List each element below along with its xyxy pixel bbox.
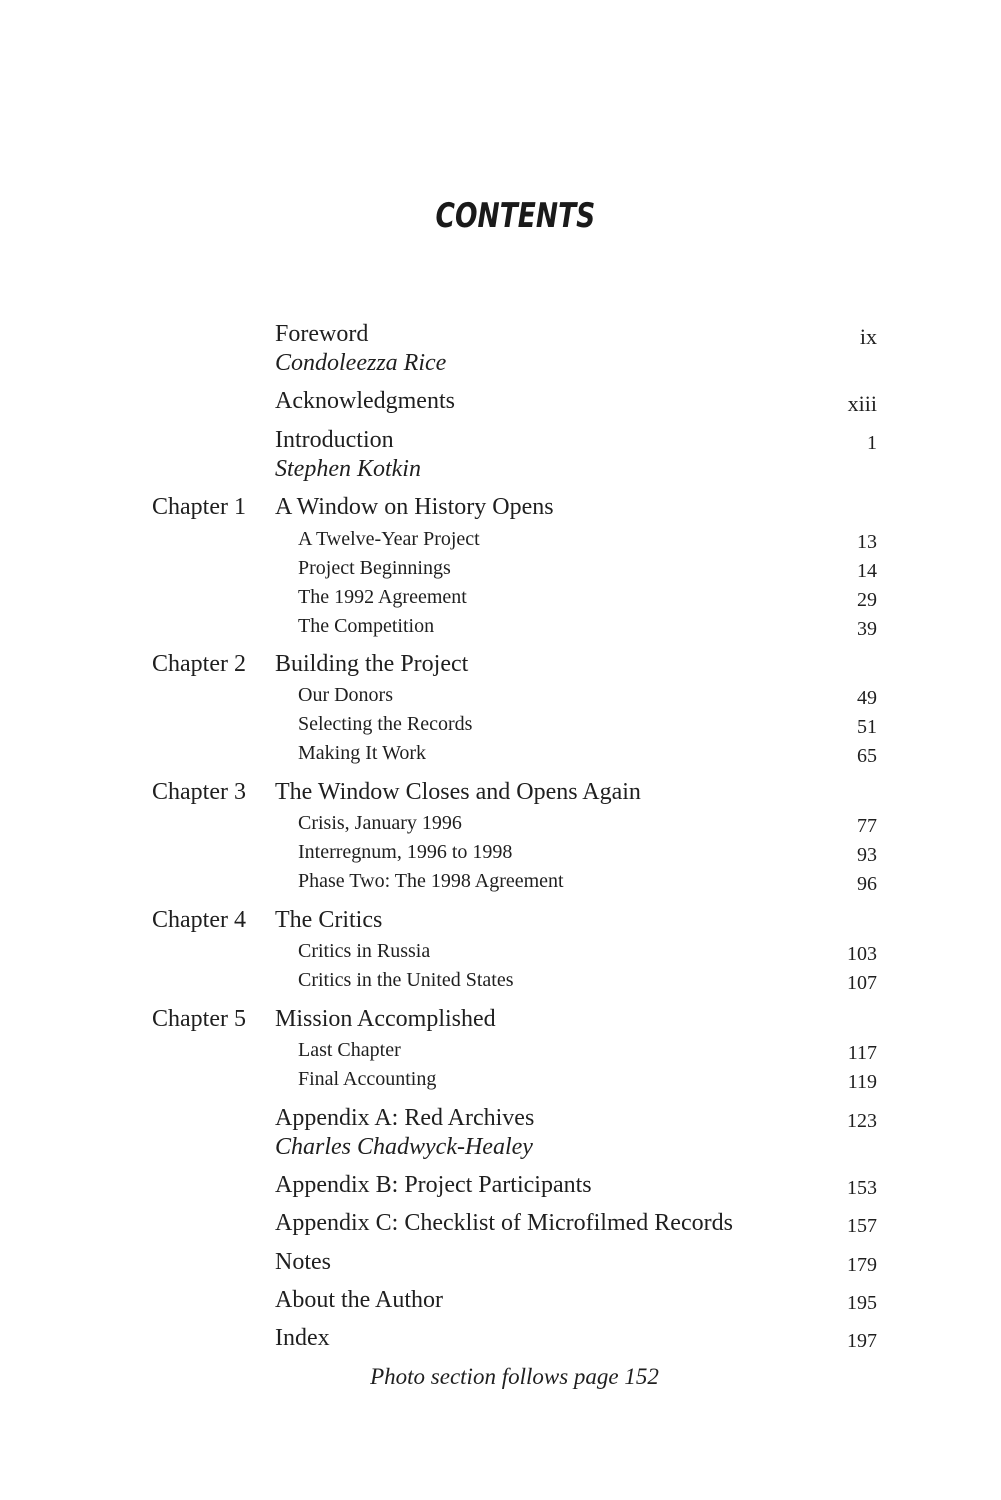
toc-page-number: xiii [847,391,877,416]
section-label: Our Donors [298,684,393,706]
chapter-number-label: Chapter 3 [152,779,246,805]
section-label: Critics in the United States [298,969,514,991]
toc-chapter-5[interactable] [0,1006,1001,1036]
section-label: A Twelve-Year Project [298,528,480,550]
toc-page-number: 49 [857,687,877,709]
toc-entry-label: Notes [275,1249,331,1275]
toc-entry-index[interactable] [0,1325,1001,1355]
toc-page-number: 119 [847,1071,877,1093]
section-label: Final Accounting [298,1068,437,1090]
toc-entry-appendix-a[interactable] [0,1105,1001,1135]
toc-entry-foreword[interactable] [0,321,1001,351]
chapter-number-label: Chapter 5 [152,1006,246,1032]
toc-entry-label: Appendix C: Checklist of Microfilmed Records [275,1210,733,1236]
toc-section[interactable] [0,615,1001,645]
toc-entry-author [0,1134,1001,1164]
section-label: Selecting the Records [298,713,473,735]
toc-page-number: 1 [867,432,877,454]
toc-section[interactable] [0,713,1001,743]
toc-page-number: 39 [857,618,877,640]
toc-entry-label: Index [275,1325,330,1351]
chapter-number-label: Chapter 2 [152,651,246,677]
toc-chapter-1[interactable] [0,494,1001,524]
chapter-number-label: Chapter 4 [152,907,246,933]
section-label: Phase Two: The 1998 Agreement [298,870,564,892]
toc-entry-about-the-author[interactable] [0,1287,1001,1317]
toc-entry-notes[interactable] [0,1249,1001,1279]
toc-section[interactable] [0,940,1001,970]
toc-entry-author [0,350,1001,380]
toc-page-number: 123 [847,1110,877,1132]
toc-section[interactable] [0,586,1001,616]
toc-page-number: ix [859,324,877,349]
chapter-title: A Window on History Opens [275,494,554,520]
toc-author-name: Stephen Kotkin [275,456,421,482]
toc-entry-author [0,456,1001,486]
toc-page-number: 14 [857,560,877,582]
toc-entry-acknowledgments[interactable] [0,388,1001,418]
toc-entry-label: About the Author [275,1287,443,1313]
toc-entry-label: Acknowledgments [275,388,455,414]
toc-page-number: 77 [857,815,877,837]
toc-section[interactable] [0,528,1001,558]
section-label: Last Chapter [298,1039,401,1061]
toc-section[interactable] [0,1068,1001,1098]
chapter-title: The Window Closes and Opens Again [275,779,641,805]
toc-author-name: Condoleezza Rice [275,350,447,376]
toc-author-name: Charles Chadwyck-Healey [275,1134,533,1160]
page-title: CONTENTS [435,196,596,236]
toc-chapter-2[interactable] [0,651,1001,681]
toc-entry-label: Foreword [275,321,369,347]
toc-page-number: 51 [857,716,877,738]
toc-page-number: 153 [847,1177,877,1199]
toc-chapter-3[interactable] [0,779,1001,809]
toc-section[interactable] [0,1039,1001,1069]
toc-page-number: 157 [847,1215,877,1237]
toc-page-number: 103 [847,943,877,965]
section-label: Critics in Russia [298,940,431,962]
toc-section[interactable] [0,812,1001,842]
toc-page-number: 179 [847,1254,877,1276]
toc-page-number: 195 [847,1292,877,1314]
toc-section[interactable] [0,870,1001,900]
section-label: Interregnum, 1996 to 1998 [298,841,513,863]
toc-page-number: 117 [847,1042,877,1064]
toc-page-number: 13 [857,531,877,553]
toc-chapter-4[interactable] [0,907,1001,937]
chapter-title: Mission Accomplished [275,1006,496,1032]
toc-section[interactable] [0,684,1001,714]
toc-page-number: 96 [857,873,877,895]
toc-section[interactable] [0,557,1001,587]
section-label: Crisis, January 1996 [298,812,462,834]
toc-page-number: 65 [857,745,877,767]
toc-page-number: 197 [847,1330,877,1352]
section-label: The Competition [298,615,435,637]
toc-section[interactable] [0,841,1001,871]
section-label: Project Beginnings [298,557,451,579]
section-label: The 1992 Agreement [298,586,467,608]
toc-section[interactable] [0,969,1001,999]
chapter-number-label: Chapter 1 [152,494,246,520]
section-label: Making It Work [298,742,427,764]
toc-entry-appendix-b[interactable] [0,1172,1001,1202]
toc-page-number: 107 [847,972,877,994]
toc-entry-appendix-c[interactable] [0,1210,1001,1240]
toc-entry-label: Appendix B: Project Participants [275,1172,592,1198]
toc-entry-label: Appendix A: Red Archives [275,1105,535,1131]
toc-page-number: 93 [857,844,877,866]
toc-entry-label: Introduction [275,427,394,453]
photo-section-note: Photo section follows page 152 [370,1364,659,1389]
toc-page-number: 29 [857,589,877,611]
toc-entry-introduction[interactable] [0,427,1001,457]
chapter-title: Building the Project [275,651,469,677]
toc-section[interactable] [0,742,1001,772]
chapter-title: The Critics [275,907,383,933]
